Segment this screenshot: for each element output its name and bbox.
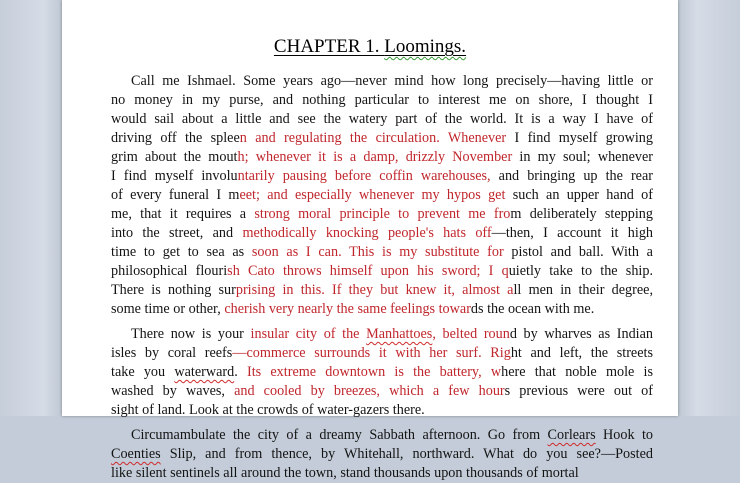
text-run: ht and left, the streets xyxy=(510,345,653,361)
text-line xyxy=(111,382,653,401)
highlighted-text: prising in this. If they but knew it, almost a xyxy=(235,282,514,298)
text-run: like silent sentinels all around the town, stand thousands upon thousands of mortal xyxy=(111,465,579,481)
text-line xyxy=(111,300,594,319)
text-run: grim about the mout xyxy=(111,149,238,165)
highlighted-text: n and regulating the circulation. Whenever xyxy=(239,130,515,146)
highlighted-text: —commerce surrounds it with her surf. Rig xyxy=(232,345,511,361)
text-run: —then, I account it high xyxy=(491,225,654,241)
highlighted-text: strong moral principle to prevent me fro xyxy=(254,206,511,222)
text-run: uietly take to the ship. xyxy=(508,263,653,279)
text-line xyxy=(131,325,653,344)
text-line xyxy=(111,262,653,281)
highlighted-text: soon as I can. This is my substitute for xyxy=(251,244,512,260)
text-line xyxy=(111,401,425,420)
text-run: philosophical flouri xyxy=(111,263,228,279)
highlighted-text: , belted roun xyxy=(432,326,510,342)
text-line xyxy=(111,281,653,300)
text-line xyxy=(111,205,653,224)
document-page[interactable] xyxy=(62,0,678,481)
text-line xyxy=(111,110,653,129)
chapter-number: CHAPTER 1. xyxy=(273,36,380,57)
text-line xyxy=(111,224,653,243)
text-run: me, that it requires a xyxy=(111,206,255,222)
text-run: d by wharves as Indian xyxy=(509,326,653,342)
text-run: take you xyxy=(111,364,175,380)
text-run: time to get to sea as xyxy=(111,244,252,260)
text-run: s previous were out of xyxy=(504,383,653,399)
text-line xyxy=(111,464,579,483)
text-run: I find myself growing xyxy=(514,130,653,146)
text-run: . xyxy=(234,364,247,380)
highlighted-text: and cooled by breezes, which a few hour xyxy=(234,383,505,399)
highlighted-text: methodically knocking people's hats off xyxy=(242,225,492,241)
text-run: Hook to xyxy=(595,427,654,443)
workspace-left-margin xyxy=(0,0,62,416)
text-run: ds the ocean with me. xyxy=(470,301,595,317)
highlighted-text: insular city of the xyxy=(250,326,367,342)
text-line xyxy=(111,129,653,148)
highlighted-text: Its extreme downtown is the battery, w xyxy=(246,364,502,380)
chapter-heading xyxy=(62,36,678,58)
text-run: m deliberately stepping xyxy=(510,206,653,222)
text-run: such an upper hand of xyxy=(512,187,653,203)
text-run: isles by coral reefs xyxy=(111,345,233,361)
highlighted-text: h; whenever it is a damp, drizzly November xyxy=(237,149,520,165)
text-run: I find myself involu xyxy=(111,168,238,184)
text-run: Circumambulate the city of a dreamy Sabbath afternoon. Go from xyxy=(131,427,548,443)
highlighted-text: sh Cato throws himself upon his sword; I q xyxy=(227,263,509,279)
highlighted-text: cherish very nearly the same feelings towar xyxy=(224,301,471,317)
chapter-title: Loomings. xyxy=(384,36,467,57)
text-run: sight of land. Look at the crowds of water-gazers there. xyxy=(111,402,425,418)
text-run: There now is your xyxy=(131,326,251,342)
text-run: of every funeral I m xyxy=(111,187,240,203)
spelling-flagged-word: Coenties xyxy=(111,446,161,462)
text-line xyxy=(111,167,653,186)
text-run: into the street, and xyxy=(111,225,243,241)
text-run: driving off the splee xyxy=(111,130,240,146)
text-run: pistol and ball. With a xyxy=(511,244,653,260)
text-run: in my soul; whenever xyxy=(519,149,653,165)
spelling-flagged-word: waterward xyxy=(174,364,235,380)
text-run: here that noble mole is xyxy=(501,364,653,380)
highlighted-text: ntarily pausing before coffin warehouses, xyxy=(237,168,499,184)
text-run: no money in my purse, and nothing particular to interest me on shore, I thought I xyxy=(111,92,653,108)
text-line xyxy=(111,344,653,363)
text-line xyxy=(111,91,653,110)
text-run: and bringing up the rear xyxy=(498,168,653,184)
text-run: Call me Ishmael. Some years ago—never mind how long precisely—having little or xyxy=(131,73,653,89)
text-line xyxy=(131,72,653,91)
text-line xyxy=(111,243,653,262)
text-line xyxy=(111,363,653,382)
text-line xyxy=(111,148,653,167)
text-run: There is nothing sur xyxy=(111,282,236,298)
workspace-right-margin xyxy=(678,0,740,416)
text-run: washed by waves, xyxy=(111,383,235,399)
text-run: Slip, and from thence, by Whitehall, northward. What do you see?—Posted xyxy=(160,446,653,462)
spelling-flagged-word: Manhattoes xyxy=(366,326,433,342)
text-line xyxy=(111,445,653,464)
text-line xyxy=(111,186,653,205)
spelling-flagged-word: Corlears xyxy=(547,427,596,443)
highlighted-text: eet; and especially whenever my hypos get xyxy=(239,187,513,203)
text-run: some time or other, xyxy=(111,301,225,317)
text-run: would sail about a little and see the watery part of the world. It is a way I have of xyxy=(111,111,653,127)
text-line xyxy=(131,426,653,445)
text-run: ll men in their degree, xyxy=(513,282,653,298)
